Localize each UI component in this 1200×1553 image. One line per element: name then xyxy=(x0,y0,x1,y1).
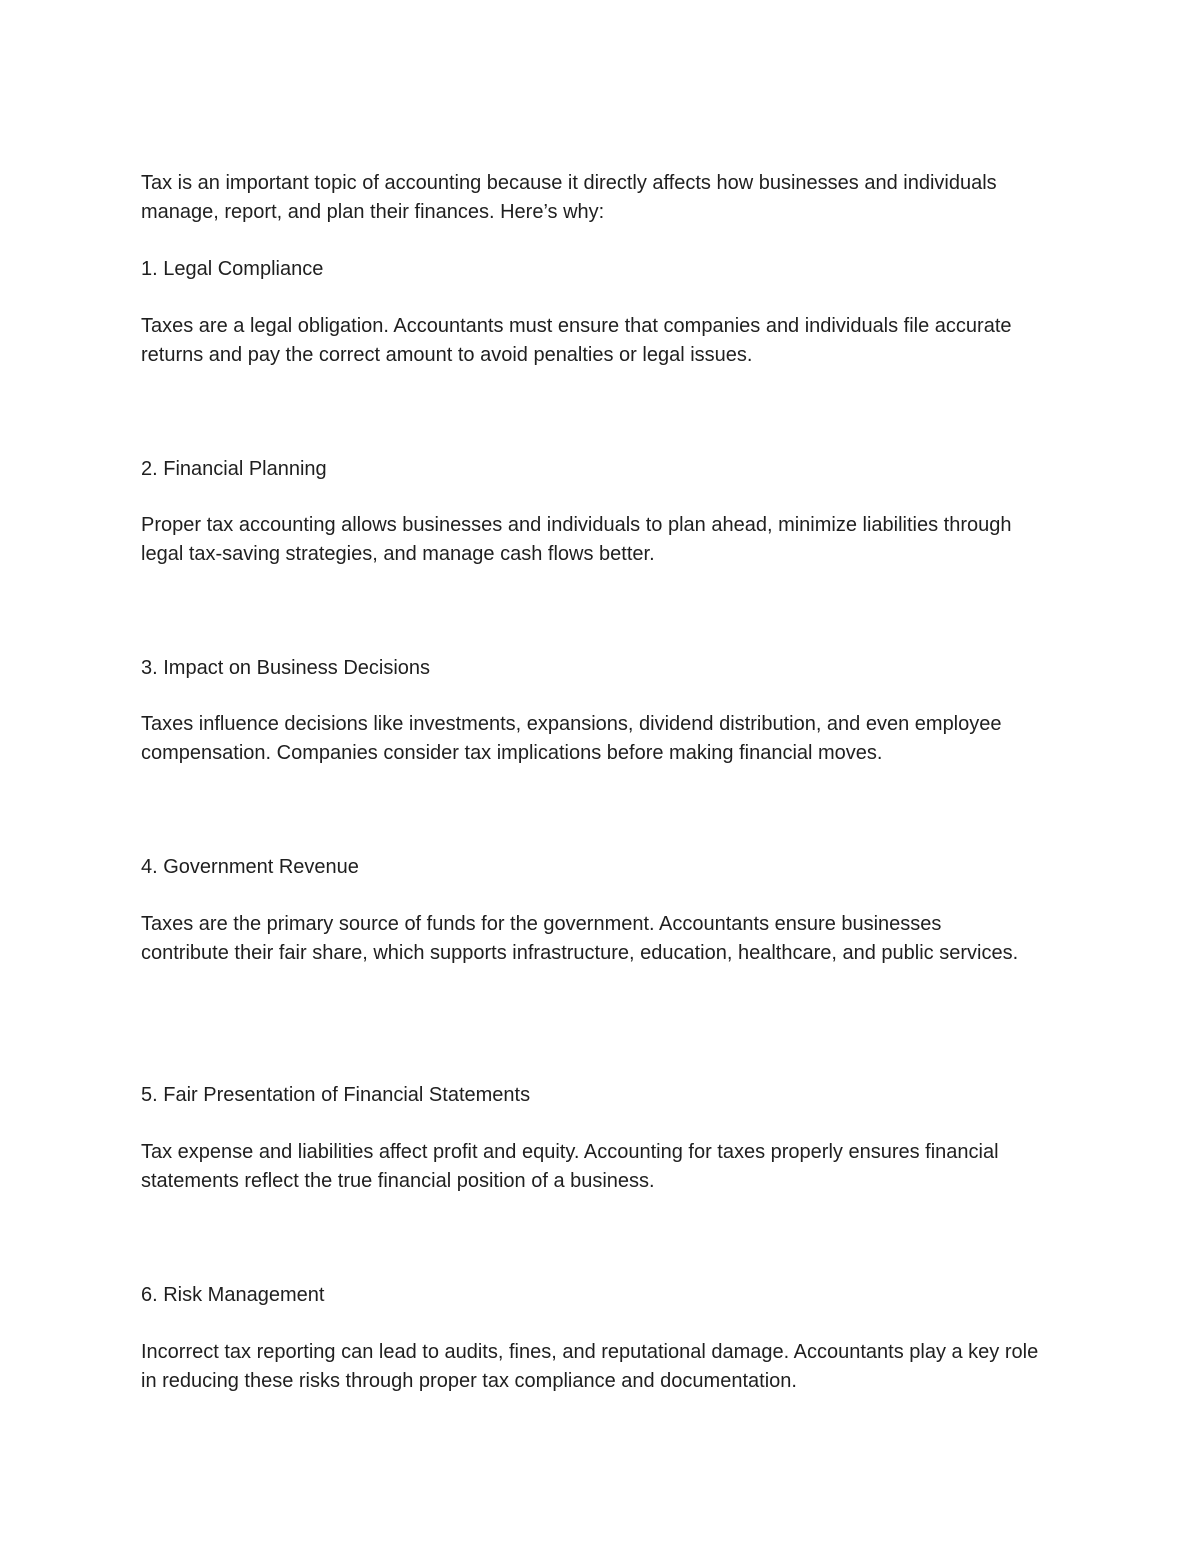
section-5-heading: 5. Fair Presentation of Financial Statements xyxy=(141,1084,531,1106)
section-1-heading: 1. Legal Compliance xyxy=(141,258,324,280)
section-2-heading: 2. Financial Planning xyxy=(141,458,327,480)
section-5-body: Tax expense and liabilities affect profit and equity. Accounting for taxes properly ensures financial statements reflect the true financial position of a business. xyxy=(141,1141,999,1192)
section-4-body: Taxes are the primary source of funds for the government. Accountants ensure businesses contribute their fair share, which supports infrastructure, education, healthcare, and public services. xyxy=(141,913,1019,964)
section-3-heading: 3. Impact on Business Decisions xyxy=(141,657,431,679)
section-3-body: Taxes influence decisions like investments, expansions, dividend distribution, and even employee compensation. Companies consider tax implications before making financial moves. xyxy=(141,713,1002,764)
section-4-heading: 4. Government Revenue xyxy=(141,856,359,878)
intro-paragraph: Tax is an important topic of accounting because it directly affects how businesses and individuals manage, report, and plan their finances. Here’s why: xyxy=(141,172,997,223)
section-2-body: Proper tax accounting allows businesses and individuals to plan ahead, minimize liabilities through legal tax-saving strategies, and manage cash flows better. xyxy=(141,514,1012,565)
section-1-body: Taxes are a legal obligation. Accountants must ensure that companies and individuals file accurate returns and pay the correct amount to avoid penalties or legal issues. xyxy=(141,315,1012,366)
section-6-heading: 6. Risk Management xyxy=(141,1284,325,1306)
section-6-body: Incorrect tax reporting can lead to audits, fines, and reputational damage. Accountants play a key role in reducing these risks through proper tax compliance and documentation. xyxy=(141,1341,1039,1392)
